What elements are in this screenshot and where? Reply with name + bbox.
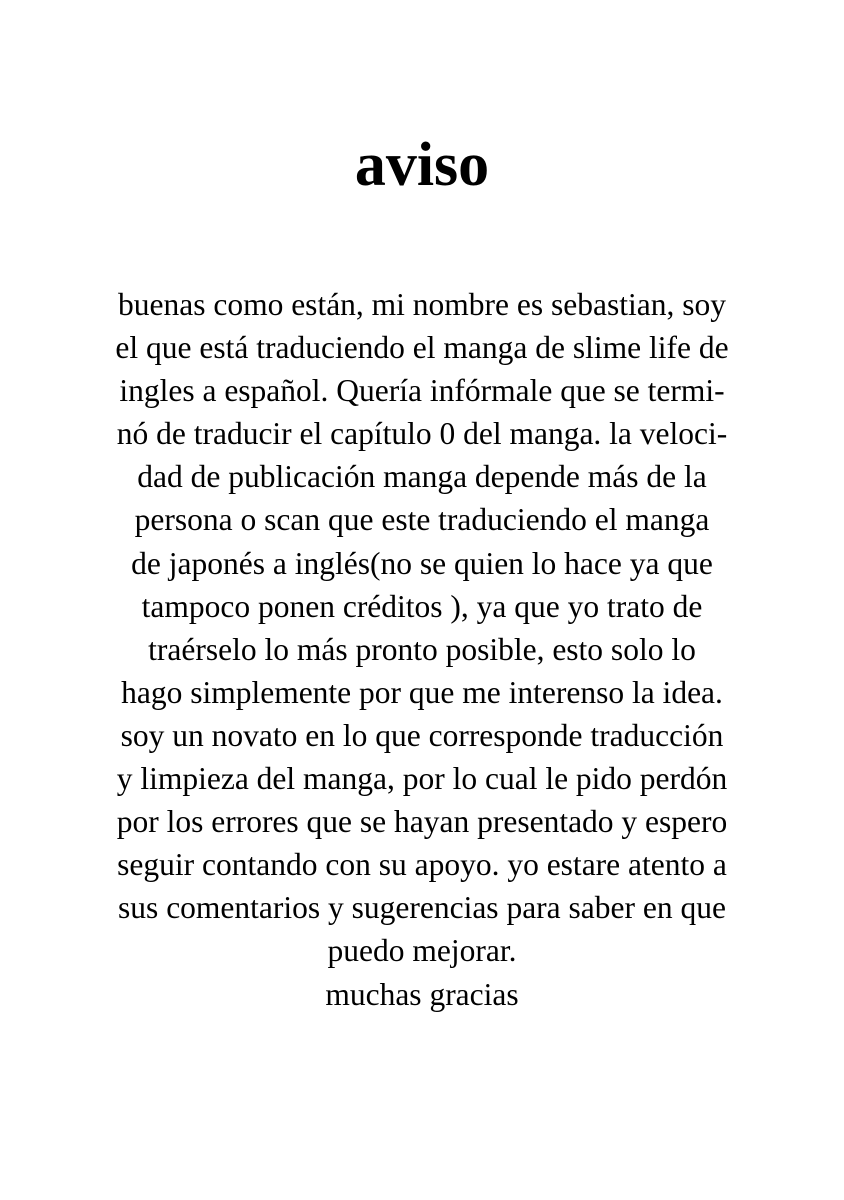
notice-line: buenas como están, mi nombre es sebastian, soy <box>118 287 726 322</box>
notice-line: por los errores que se hayan presentado y espero <box>116 804 728 840</box>
notice-line: el que está traduciendo el manga de slime life de <box>115 330 729 366</box>
notice-line: y limpieza del manga, por lo cual le pido perdón <box>116 761 728 797</box>
notice-line: ingles a español. Quería infórmale que se termi- <box>119 373 725 409</box>
notice-line: puedo mejorar. <box>327 933 517 969</box>
notice-line: sus comentarios y sugerencias para saber en que <box>118 890 726 926</box>
notice-body <box>40 283 804 1016</box>
notice-line: dad de publicación manga depende más de la <box>137 459 707 495</box>
notice-line: de japonés a inglés(no se quien lo hace ya que <box>131 545 713 581</box>
closing-line: muchas gracias <box>325 976 519 1012</box>
page-title: aviso <box>354 131 490 199</box>
notice-line: persona o scan que este traduciendo el manga <box>134 502 710 538</box>
notice-line: traérselo lo más pronto posible, esto solo lo <box>148 631 696 667</box>
notice-line: seguir contando con su apoyo. yo estare atento a <box>117 847 727 883</box>
notice-line: tampoco ponen créditos ), ya que yo trato de <box>141 588 703 624</box>
notice-line: soy un novato en lo que corresponde traducción <box>120 717 724 753</box>
notice-line: nó de traducir el capítulo 0 del manga. la veloci- <box>116 416 728 452</box>
notice-line: hago simplemente por que me interenso la idea. <box>121 674 723 710</box>
